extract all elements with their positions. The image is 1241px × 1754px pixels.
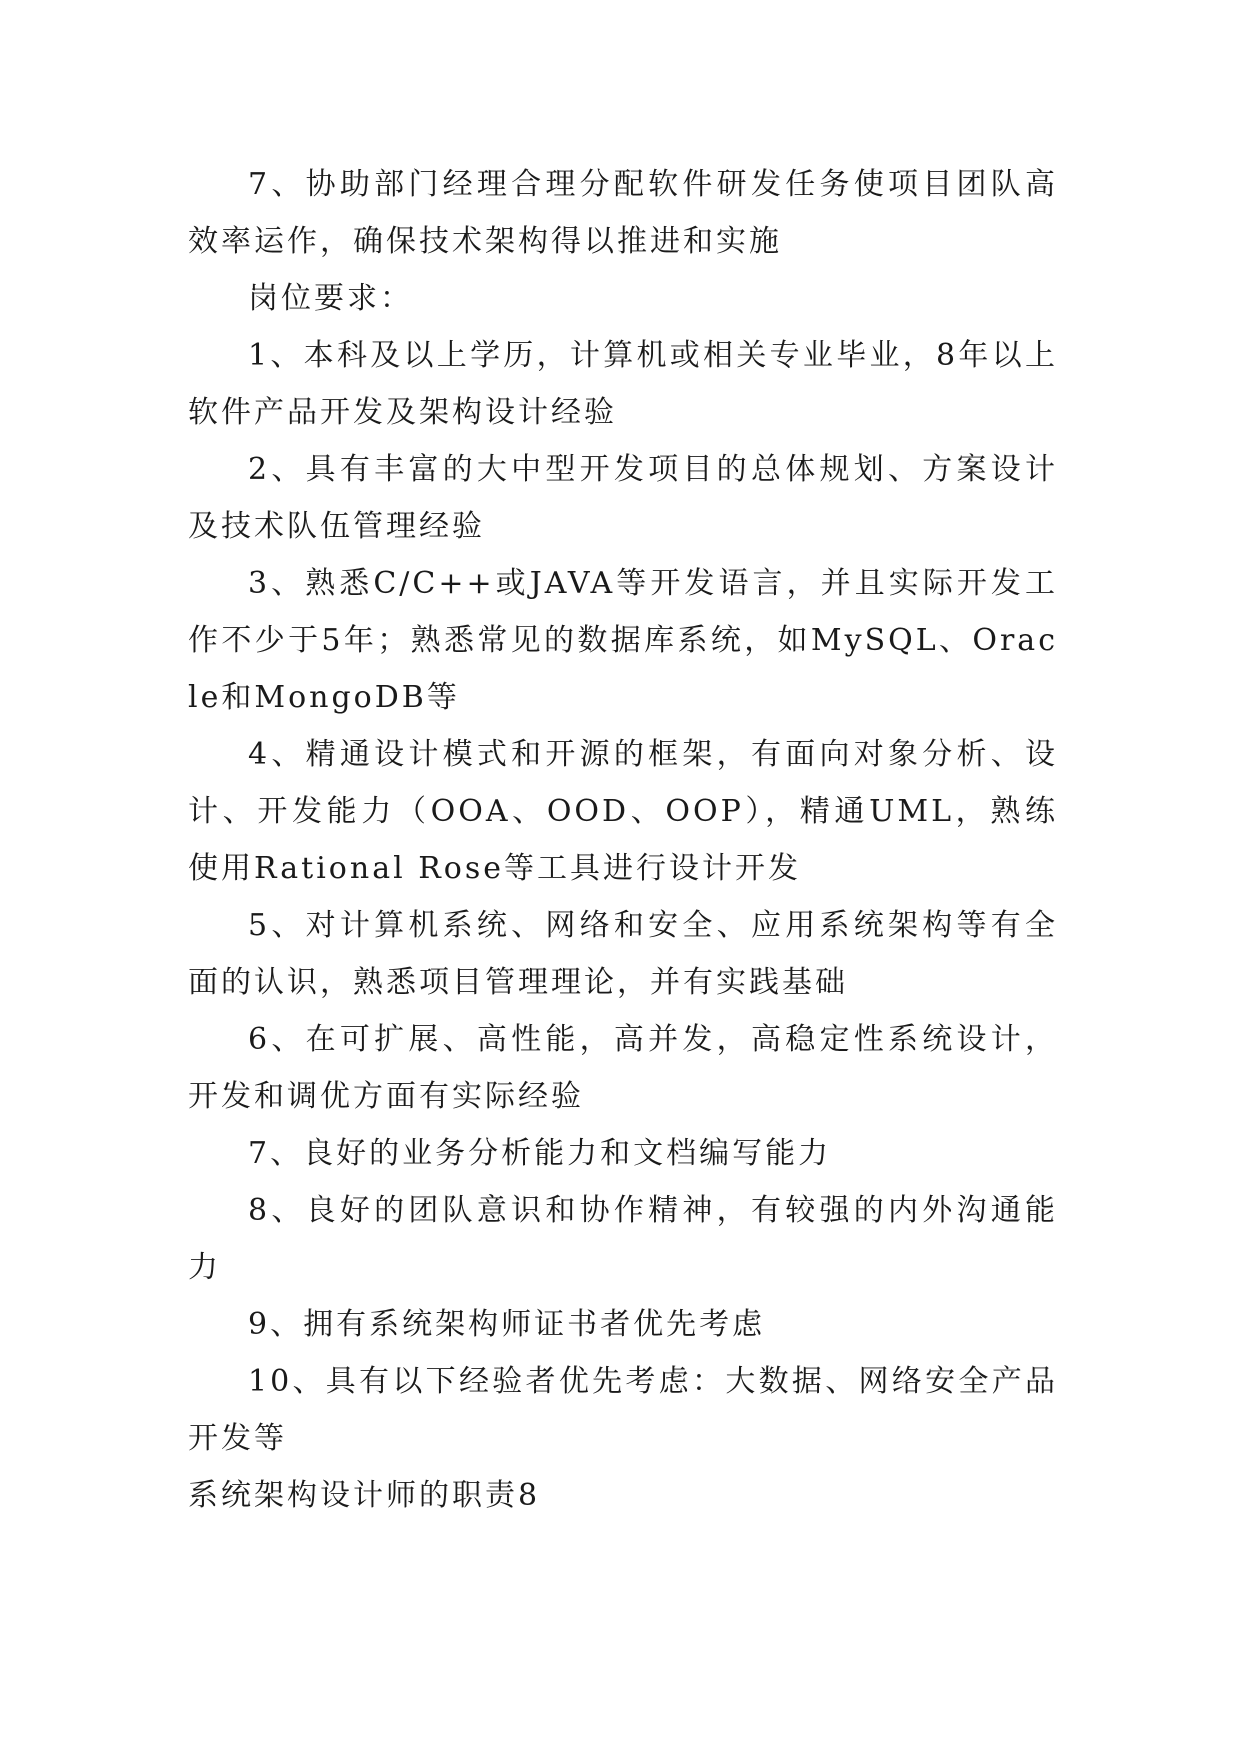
section-heading: 系统架构设计师的职责8: [188, 1478, 541, 1513]
requirement-item-10: 10、具有以下经验者优先考虑：大数据、网络安全产品开发等: [188, 1364, 1058, 1456]
paragraph-responsibility-7: 7、协助部门经理合理分配软件研发任务使项目团队高效率运作，确保技术架构得以推进和实施: [188, 167, 1058, 259]
requirement-item-2: 2、具有丰富的大中型开发项目的总体规划、方案设计及技术队伍管理经验: [188, 452, 1058, 544]
requirement-item-1: 1、本科及以上学历，计算机或相关专业毕业，8年以上软件产品开发及架构设计经验: [188, 338, 1058, 430]
requirement-item-9: 9、拥有系统架构师证书者优先考虑: [248, 1307, 766, 1342]
requirement-item-8: 8、良好的团队意识和协作精神，有较强的内外沟通能力: [188, 1193, 1058, 1285]
requirement-item-4: 4、精通设计模式和开源的框架，有面向对象分析、设计、开发能力（OOA、OOD、OOP），精通UML，熟练使用Rational Rose等工具进行设计开发: [188, 737, 1058, 886]
requirement-item-6: 6、在可扩展、高性能，高并发，高稳定性系统设计，开发和调优方面有实际经验: [188, 1022, 1058, 1114]
requirements-heading: 岗位要求：: [248, 281, 413, 316]
requirement-item-7: 7、良好的业务分析能力和文档编写能力: [248, 1136, 832, 1171]
requirement-item-3: 3、熟悉C/C++或JAVA等开发语言，并且实际开发工作不少于5年；熟悉常见的数据库系统，如MySQL、Oracle和MongoDB等: [188, 566, 1058, 715]
document-body: [188, 156, 1058, 1524]
requirement-item-5: 5、对计算机系统、网络和安全、应用系统架构等有全面的认识，熟悉项目管理理论，并有实践基础: [188, 908, 1058, 1000]
